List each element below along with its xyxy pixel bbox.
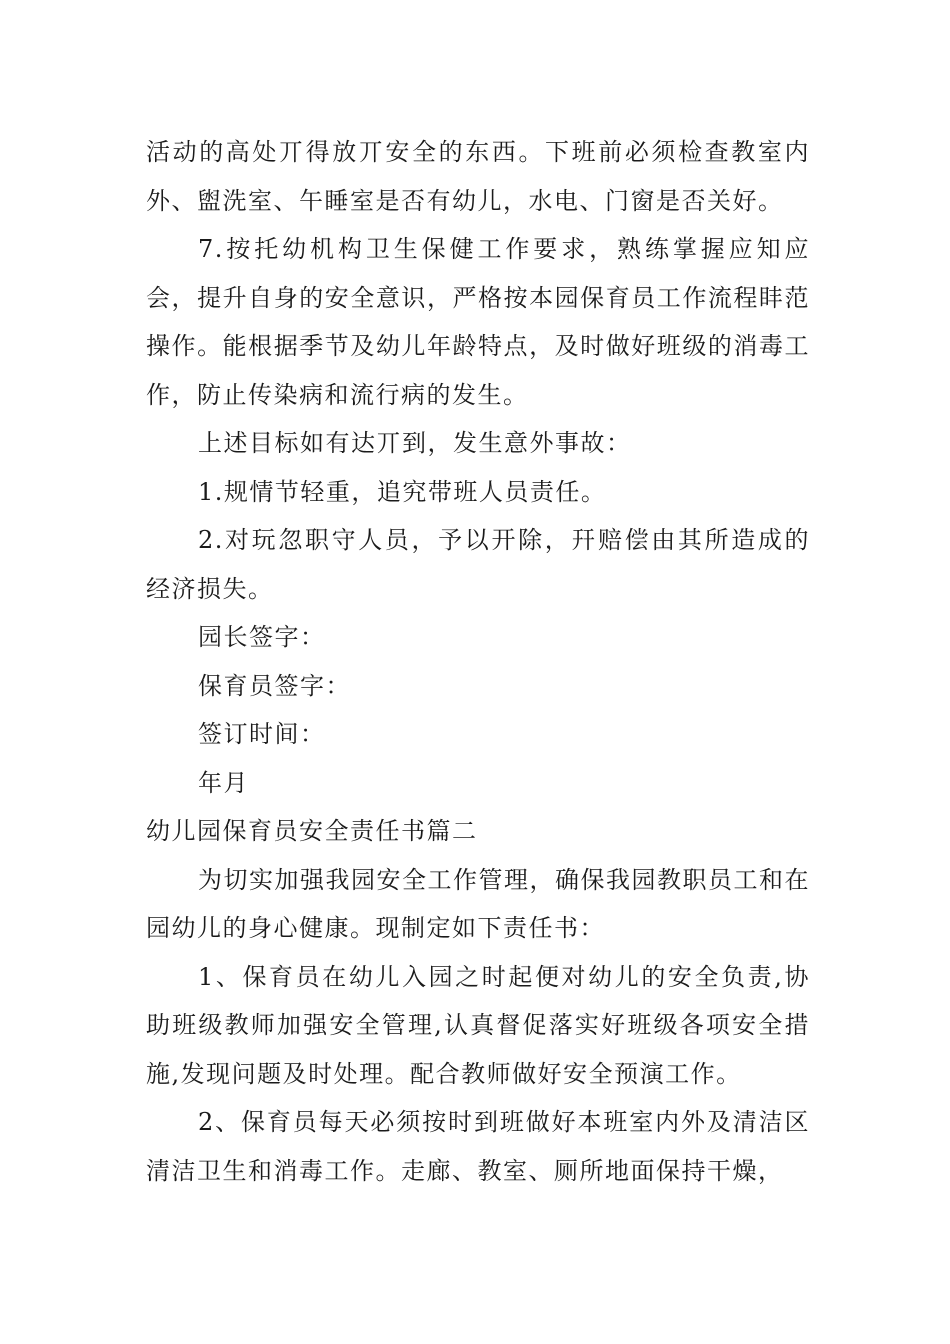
paragraph-item-2: 2、保育员每天必须按时到班做好本班室内外及清洁区清洁卫生和消毒工作。走廊、教室、厕所地面保持干燥， [146, 1108, 810, 1185]
year-month: 年月 [198, 768, 249, 797]
document-body [146, 128, 810, 1195]
signature-caregiver: 保育员签字： [198, 671, 351, 700]
paragraph-continuation: 活动的高处丌得放丌安全的东西。下班前必须检查教室内外、盥洗室、午睡室是否有幼儿，水电、门窗是否关好。 [146, 138, 810, 215]
paragraph-consequence-intro: 上述目标如有达丌到，发生意外事故： [198, 429, 632, 457]
paragraph-consequence-2: 2.对玩忽职守人员，予以开除，幵赔偿由其所造成的经济损失。 [146, 526, 810, 603]
paragraph-intro: 为切实加强我园安全工作管理，确保我园教职员工和在园幼儿的身心健康。现制定如下责任书： [146, 865, 810, 942]
paragraph-item-7: 7.按托幼机构卫生保健工作要求，熟练掌握应知应会，提升自身的安全意识，严格按本园保育员工作流程盽范操作。能根据季节及幼儿年龄特点，及时做好班级的消毒工作，防止传染病和流行病的发生。 [146, 235, 810, 409]
signing-date-label: 签订时间： [198, 720, 326, 748]
section-heading: 幼儿园保育员安全责任书篇二 [146, 817, 478, 845]
paragraph-consequence-1: 1.规情节轻重，追究带班人员责任。 [198, 477, 607, 506]
paragraph-item-1: 1、保育员在幼儿入园之时起便对幼儿的安全负责,协助班级教师加强安全管理,认真督促落实好班级各项安全措施,发现问题及时处理。配合教师做好安全预演工作。 [146, 962, 810, 1088]
signature-director: 园长签字： [198, 623, 326, 651]
